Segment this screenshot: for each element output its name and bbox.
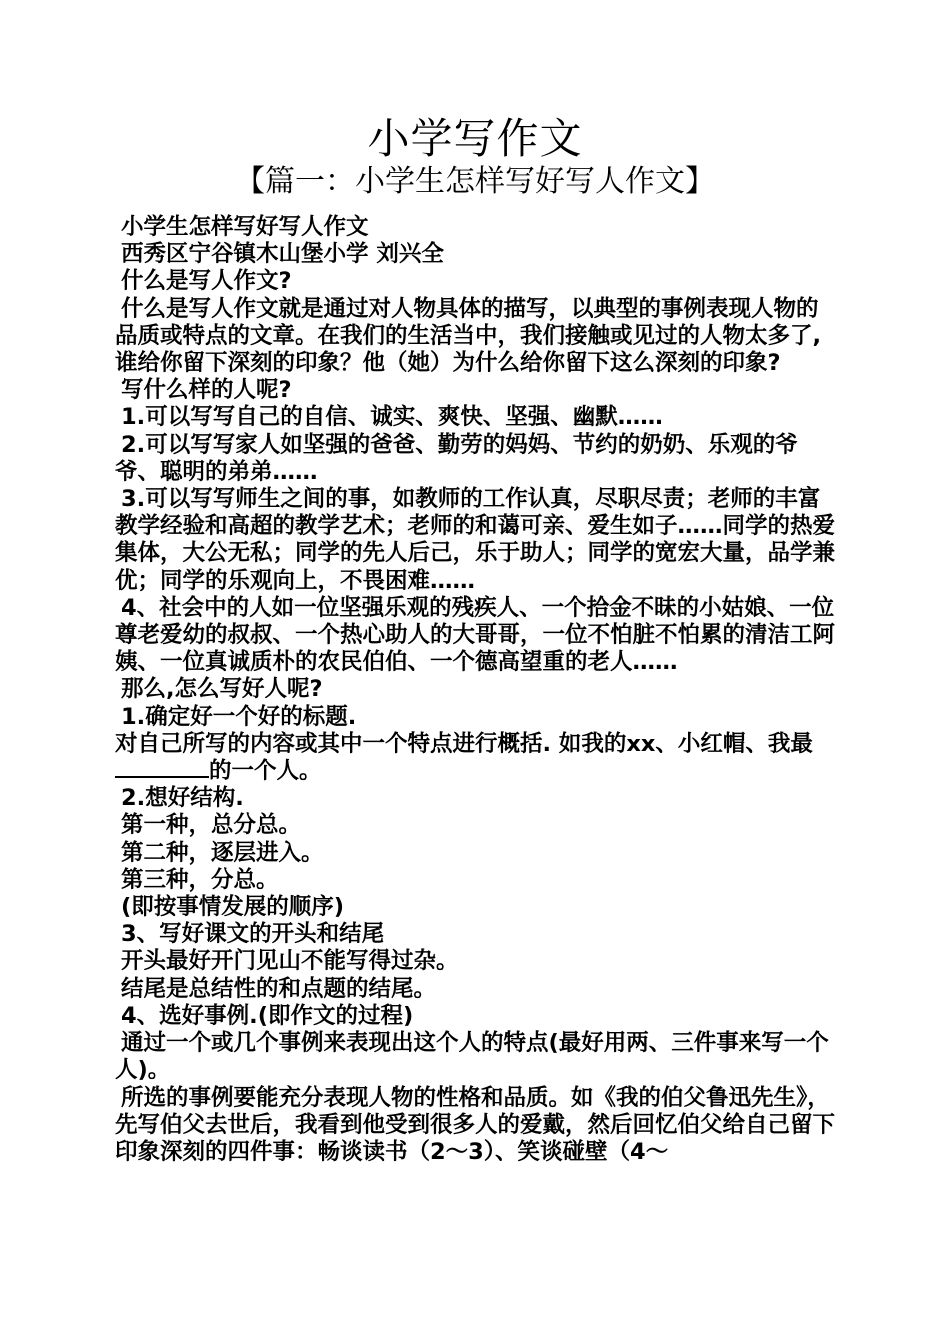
paragraph: 通过一个或几个事例来表现出这个人的特点(最好用两、三件事来写一个人)。 — [115, 1030, 829, 1084]
paragraph: 所选的事例要能充分表现人物的性格和品质。如《我的伯父鲁迅先生》，先写伯父去世后，我看到他受到很多人的爱戴，然后回忆伯父给自己留下印象深刻的四件事：畅谈读书（2～3）、笑谈碰壁（4～ — [115, 1084, 836, 1165]
paragraph: 2.可以写写家人如坚强的爸爸、勤劳的妈妈、节约的奶奶、乐观的爷爷、聪明的弟弟…… — [115, 431, 798, 485]
paragraph: 第三种，分总。 — [121, 866, 279, 893]
paragraph: (即按事情发展的顺序) — [121, 894, 345, 921]
paragraph: 2.想好结构. — [121, 785, 244, 812]
paragraph: 3、写好课文的开头和结尾 — [121, 921, 385, 948]
paragraph: 小学生怎样写好写人作文 — [121, 214, 369, 240]
document-body — [115, 214, 840, 1166]
document-subtitle: 【篇一：小学生怎样写好写人作文】 — [235, 164, 715, 199]
paragraph: 第二种，逐层进入。 — [121, 839, 324, 866]
paragraph: 1.确定好一个好的标题. — [121, 703, 357, 730]
paragraph: 西秀区宁谷镇木山堡小学 刘兴全 — [121, 241, 444, 268]
paragraph: 3.可以写写师生之间的事，如教师的工作认真，尽职尽责；老师的丰富教学经验和高超的教学艺术；老师的和蔼可亲、爱生如子……同学的热爱集体，大公无私；同学的先人后己，乐于助人；同学的宽宏大量，品学兼优；同学的乐观向上，不畏困难…… — [115, 486, 836, 594]
paragraph-text: 的一个人。 — [209, 758, 322, 785]
paragraph: 1.可以写写自己的自信、诚实、爽快、坚强、幽默…… — [121, 404, 663, 431]
paragraph-with-blank — [115, 731, 840, 785]
paragraph: 什么是写人作文就是通过对人物具体的描写，以典型的事例表现人物的品质或特点的文章。在我们的生活当中，我们接触或见过的人物太多了,谁给你留下深刻的印象？他（她）为什么给你留下这么深刻的印象? — [115, 295, 822, 377]
fill-in-blank-line — [115, 758, 209, 778]
paragraph: 4、选好事例.(即作文的过程) — [121, 1002, 414, 1029]
paragraph: 那么,怎么写好人呢? — [121, 676, 323, 703]
paragraph: 第一种，总分总。 — [121, 812, 302, 839]
paragraph: 4、社会中的人如一位坚强乐观的残疾人、一个拾金不昧的小姑娘、一位尊老爱幼的叔叔、一个热心助人的大哥哥，一位不怕脏不怕累的清洁工阿姨、一位真诚质朴的农民伯伯、一个德高望重的老人…… — [115, 594, 836, 676]
paragraph: 什么是写人作文? — [121, 268, 292, 295]
paragraph: 开头最好开门见山不能写得过杂。 — [121, 948, 459, 975]
paragraph: 结尾是总结性的和点题的结尾。 — [121, 975, 437, 1002]
document-title: 小学写作文 — [367, 114, 583, 163]
paragraph: 写什么样的人呢? — [121, 377, 292, 404]
paragraph-text: 对自己所写的内容或其中一个特点进行概括. 如我的xx、小红帽、我最 — [115, 730, 813, 757]
